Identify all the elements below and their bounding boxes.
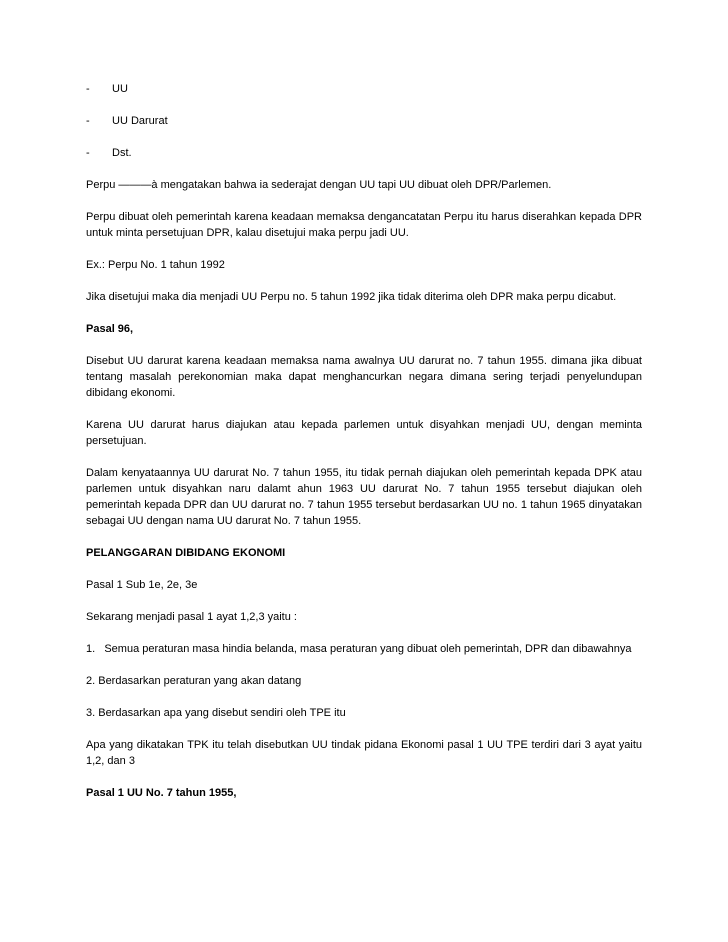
heading-pelanggaran: PELANGGARAN DIBIDANG EKONOMI: [86, 547, 286, 559]
document-page: [86, 81, 642, 817]
paragraph-item-2: 2. Berdasarkan peraturan yang akan datang: [86, 675, 302, 687]
bullet-marker: -: [86, 115, 90, 127]
paragraph-perpu-creation: Perpu dibuat oleh pemerintah karena keadaan memaksa dengancatatan Perpu itu harus diserahkan kepada DPR untuk minta persetujuan DPR, kalau disetujui maka perpu jadi UU.: [86, 211, 642, 239]
paragraph-perpu-definition: Perpu ———à mengatakan bahwa ia sederajat dengan UU tapi UU dibuat oleh DPR/Parlemen.: [86, 179, 552, 191]
paragraph-example: Ex.: Perpu No. 1 tahun 1992: [86, 259, 225, 271]
bullet-text: UU Darurat: [112, 115, 168, 127]
heading-pasal-96: Pasal 96,: [86, 323, 134, 335]
paragraph-tpk: Apa yang dikatakan TPK itu telah disebutkan UU tindak pidana Ekonomi pasal 1 UU TPE terdiri dari 3 ayat yaitu 1,2, dan 3: [86, 739, 642, 767]
bullet-text: Dst.: [112, 147, 132, 159]
bullet-text: UU: [112, 83, 128, 95]
paragraph-sekarang: Sekarang menjadi pasal 1 ayat 1,2,3 yaitu :: [86, 611, 297, 623]
list-item: [86, 145, 642, 161]
paragraph-approval: Jika disetujui maka dia menjadi UU Perpu no. 5 tahun 1992 jika tidak diterima oleh DPR maka perpu dicabut.: [86, 291, 617, 303]
paragraph-kenyataan: Dalam kenyataannya UU darurat No. 7 tahun 1955, itu tidak pernah diajukan oleh pemerintah kepada DPK atau parlemen untuk disyahkan naru dalamt ahun 1963 UU darurat No. 7 tahun 1955 tersebut diajukan oleh pemerintah kepada DPR dan UU darurat no. 7 tahun 1955 tersebut berdasarkan UU no. 1 tahun 1965 dinyatakan sebagai UU dengan nama UU darurat No. 7 tahun 1955.: [86, 467, 642, 527]
paragraph-item-1: 1. Semua peraturan masa hindia belanda, masa peraturan yang dibuat oleh pemerintah, DPR dan dibawahnya: [86, 643, 632, 655]
paragraph-uu-darurat: Disebut UU darurat karena keadaan memaksa nama awalnya UU darurat no. 7 tahun 1955. dimana jika dibuat tentang masalah perekonomian maka dapat menghancurkan negara dimana sering terjadi penyelundupan dibidang ekonomi.: [86, 355, 642, 399]
paragraph-pasal-1-sub: Pasal 1 Sub 1e, 2e, 3e: [86, 579, 198, 591]
bullet-marker: -: [86, 83, 90, 95]
heading-pasal-1-uu: Pasal 1 UU No. 7 tahun 1955,: [86, 787, 237, 799]
bullet-marker: -: [86, 147, 90, 159]
list-item: [86, 81, 642, 97]
paragraph-parlemen: Karena UU darurat harus diajukan atau kepada parlemen untuk disyahkan menjadi UU, dengan meminta persetujuan.: [86, 419, 642, 447]
paragraph-item-3: 3. Berdasarkan apa yang disebut sendiri oleh TPE itu: [86, 707, 346, 719]
list-item: [86, 113, 642, 129]
